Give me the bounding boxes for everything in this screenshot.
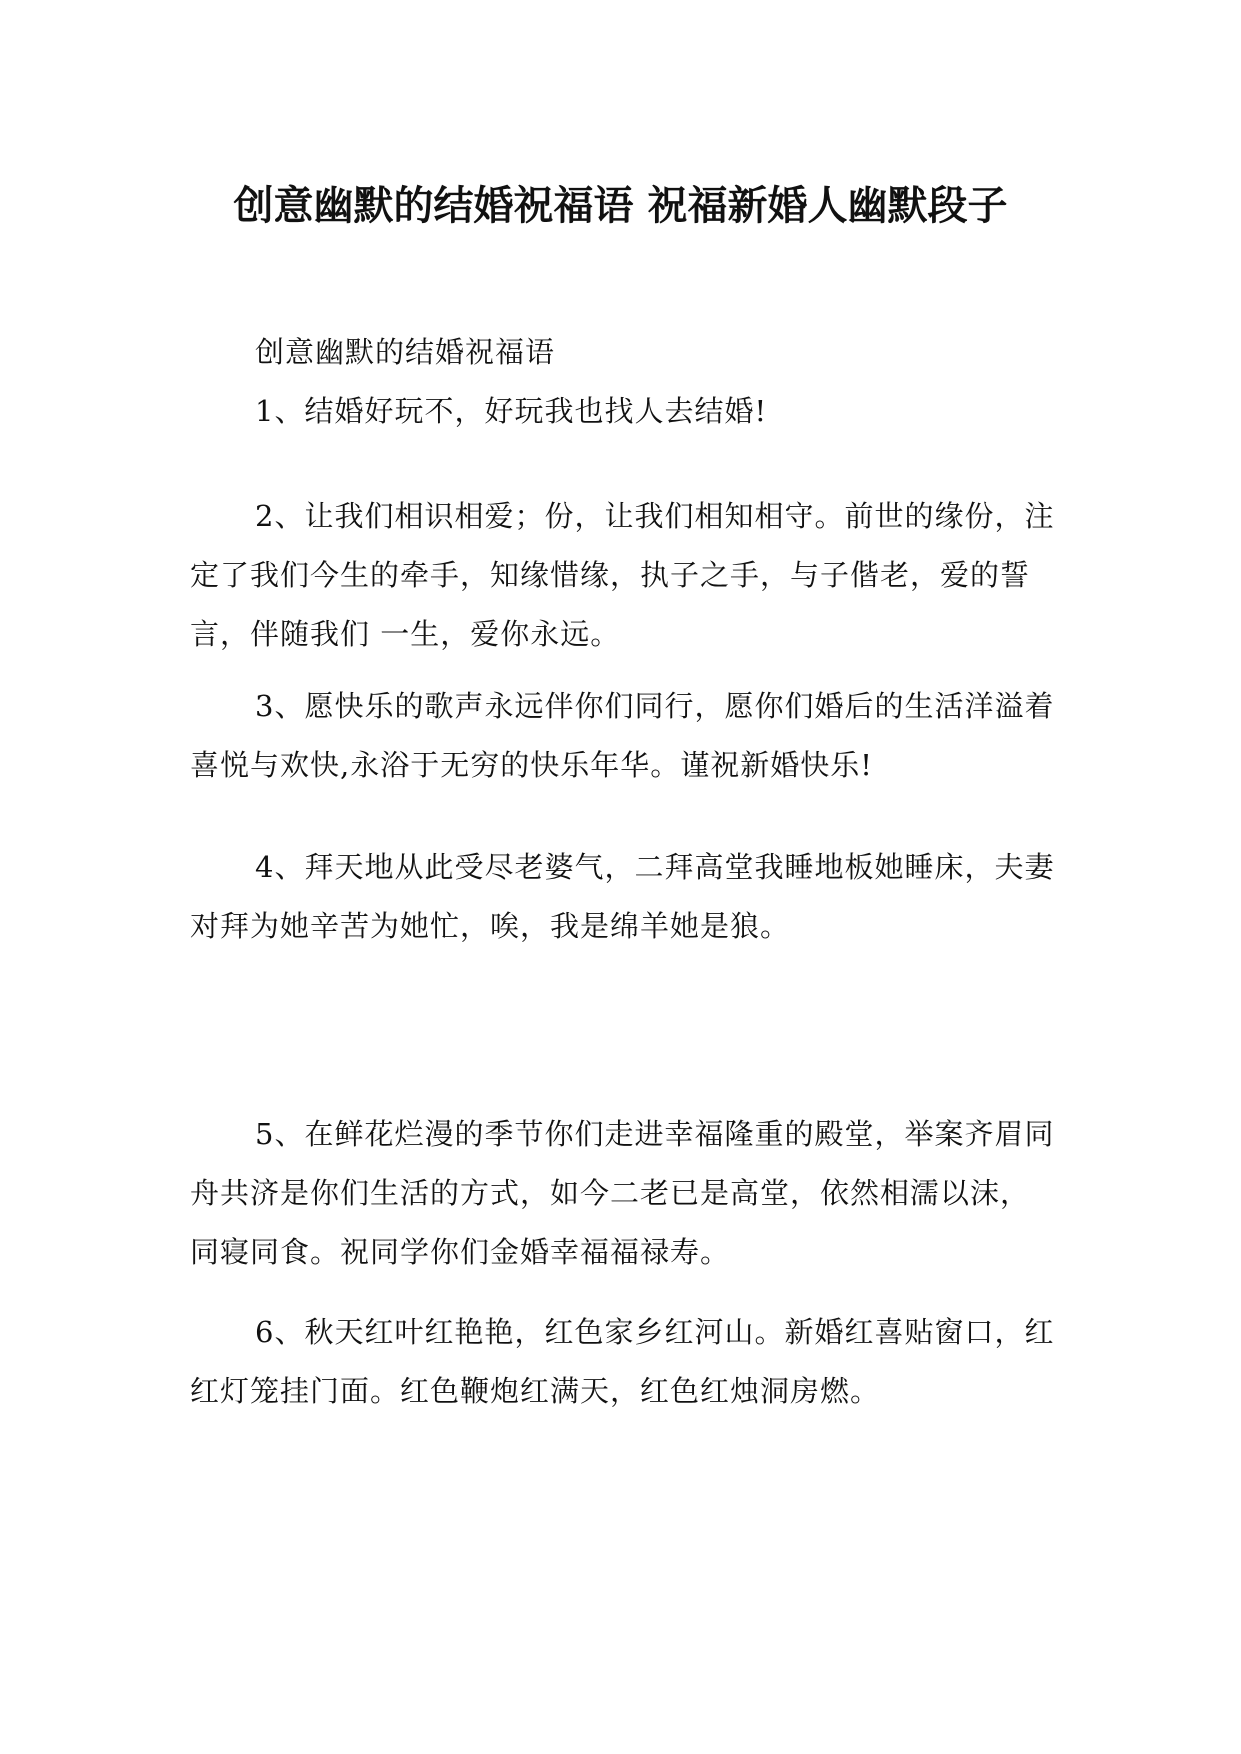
document-title: 创意幽默的结婚祝福语 祝福新婚人幽默段子 (233, 182, 1008, 229)
paragraph-2: 2、让我们相识相爱；份，让我们相知相守。前世的缘份，注定了我们今生的牵手，知缘惜缘，执子之手，与子偕老，爱的誓言，伴随我们 一生，爱你永远。 (190, 499, 1055, 651)
paragraph-6: 6、秋天红叶红艳艳，红色家乡红河山。新婚红喜贴窗口，红红灯笼挂门面。红色鞭炮红满天，红色红烛洞房燃。 (190, 1315, 1055, 1408)
paragraph-1: 1、结婚好玩不，好玩我也找人去结婚! (255, 394, 768, 428)
paragraph-5: 5、在鲜花烂漫的季节你们走进幸福隆重的殿堂，举案齐眉同舟共济是你们生活的方式，如今二老已是高堂，依然相濡以沫，同寝同食。祝同学你们金婚幸福福禄寿。 (190, 1117, 1055, 1269)
subtitle: 创意幽默的结婚祝福语 (255, 335, 556, 369)
paragraph-3: 3、愿快乐的歌声永远伴你们同行，愿你们婚后的生活洋溢着喜悦与欢快,永浴于无穷的快乐年华。谨祝新婚快乐! (190, 689, 1055, 782)
paragraph-4: 4、拜天地从此受尽老婆气，二拜高堂我睡地板她睡床，夫妻对拜为她辛苦为她忙，唉，我是绵羊她是狼。 (190, 850, 1055, 943)
